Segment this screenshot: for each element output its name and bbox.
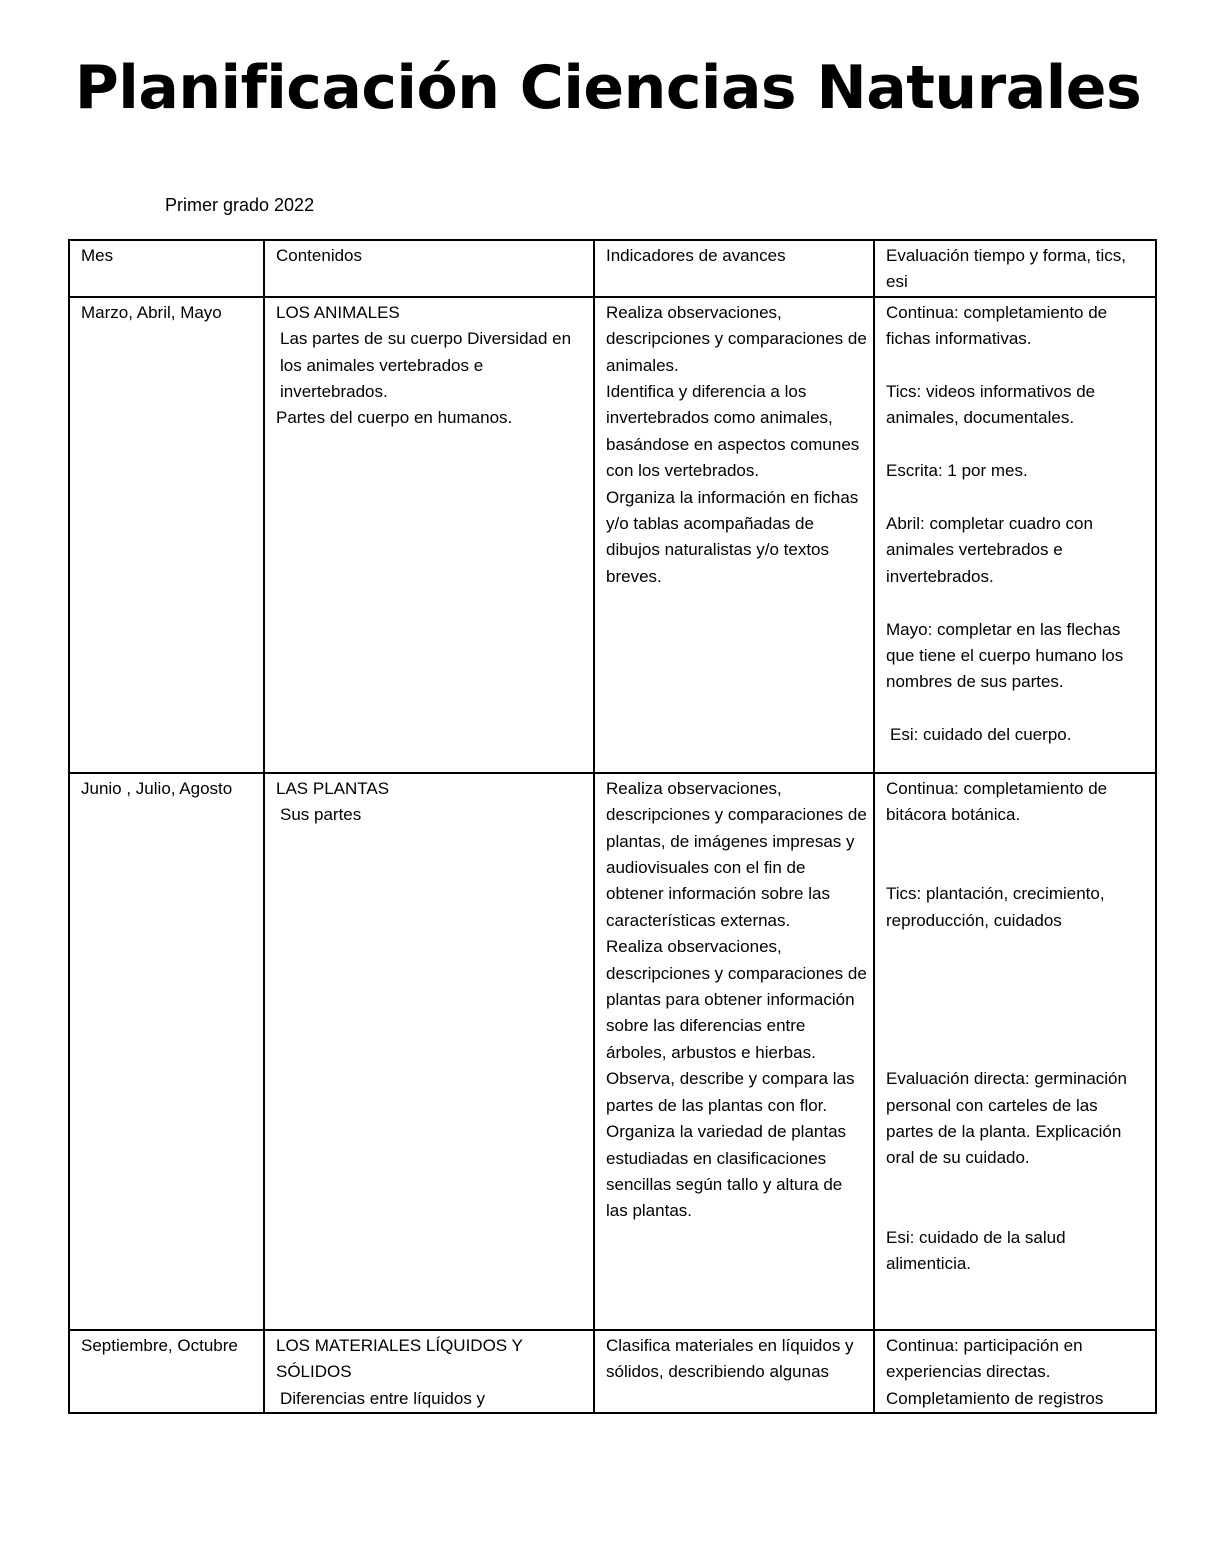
- evaluation-text: Tics: plantación, crecimiento, reproducción, cuidados: [886, 884, 1110, 930]
- cell-mes: Septiembre, Octubre: [69, 1330, 264, 1413]
- evaluation-text: Continua: completamiento de bitácora botánica.: [886, 778, 1112, 825]
- table-row: [69, 297, 1156, 773]
- table-row: [69, 773, 1156, 1330]
- content-heading: LOS ANIMALES: [276, 302, 400, 322]
- cell-mes: Junio , Julio, Agosto: [69, 773, 264, 1330]
- evaluation-text: Abril: completar cuadro con animales vertebrados e invertebrados.: [886, 514, 1098, 586]
- content-text: Partes del cuerpo en humanos.: [276, 408, 513, 428]
- header-evaluacion: Evaluación tiempo y forma, tics, esi: [874, 240, 1156, 297]
- evaluation-text: Continua: participación en experiencias directas.: [886, 1335, 1088, 1382]
- planning-table: [68, 239, 1157, 1414]
- indicator-text: Realiza observaciones, descripciones y comparaciones de animales.: [606, 302, 872, 375]
- evaluation-text: Continua: completamiento de fichas informativas.: [886, 302, 1112, 349]
- header-indicadores: Indicadores de avances: [594, 240, 874, 297]
- content-text: Sus partes: [280, 805, 362, 825]
- cell-evaluacion: [874, 1330, 1156, 1413]
- indicator-text: Organiza la variedad de plantas estudiadas en clasificaciones sencillas según tallo y altura de las plantas.: [606, 1122, 851, 1221]
- evaluation-text: Tics: videos informativos de animales, documentales.: [886, 382, 1100, 428]
- cell-contenidos: [264, 773, 594, 1330]
- content-heading: LOS MATERIALES LÍQUIDOS Y SÓLIDOS: [276, 1335, 528, 1382]
- evaluation-text: Mayo: completar en las flechas que tiene el cuerpo humano los nombres de sus partes.: [886, 619, 1128, 692]
- indicator-text: Observa, describe y compara las partes de las plantas con flor.: [606, 1069, 860, 1115]
- evaluation-text: Esi: cuidado del cuerpo.: [890, 725, 1072, 745]
- indicator-text: Realiza observaciones, descripciones y comparaciones de plantas, de imágenes impresas y audiovisuales con el fin de obtener información sobre las características externas.: [606, 778, 877, 930]
- indicator-text: Clasifica materiales en líquidos y sólidos, describiendo algunas: [606, 1335, 859, 1382]
- content-heading: LAS PLANTAS: [276, 778, 390, 798]
- evaluation-text: Completamiento de registros: [886, 1388, 1104, 1408]
- cell-evaluacion: [874, 297, 1156, 773]
- indicator-text: Realiza observaciones, descripciones y comparaciones de plantas para obtener información sobre las diferencias entre árboles, arbustos e hierbas.: [606, 937, 872, 1062]
- grade-subtitle: Primer grado 2022: [165, 195, 315, 215]
- cell-mes: Marzo, Abril, Mayo: [69, 297, 264, 773]
- content-text: Las partes de su cuerpo Diversidad en los animales vertebrados e invertebrados.: [280, 329, 576, 402]
- cell-evaluacion: [874, 773, 1156, 1330]
- cell-indicadores: [594, 1330, 874, 1413]
- table-header-row: [69, 240, 1156, 297]
- cell-contenidos: [264, 297, 594, 773]
- page-title: Planificación Ciencias Naturales: [74, 53, 1142, 123]
- cell-indicadores: [594, 297, 874, 773]
- evaluation-text: Escrita: 1 por mes.: [886, 461, 1028, 481]
- table-row: [69, 1330, 1156, 1413]
- cell-contenidos: [264, 1330, 594, 1413]
- indicator-text: Organiza la información en fichas y/o tablas acompañadas de dibujos naturalistas y/o textos breves.: [606, 487, 864, 586]
- header-mes: Mes: [69, 240, 264, 297]
- cell-indicadores: [594, 773, 877, 1330]
- content-text: Diferencias entre líquidos y: [280, 1388, 486, 1408]
- evaluation-text: Evaluación directa: germinación personal con carteles de las partes de la planta. Explicación oral de su cuidado.: [886, 1069, 1132, 1168]
- indicator-text: Identifica y diferencia a los invertebrados como animales, basándose en aspectos comunes con los vertebrados.: [606, 382, 865, 481]
- evaluation-text: Esi: cuidado de la salud alimenticia.: [886, 1227, 1071, 1274]
- header-contenidos: Contenidos: [264, 240, 594, 297]
